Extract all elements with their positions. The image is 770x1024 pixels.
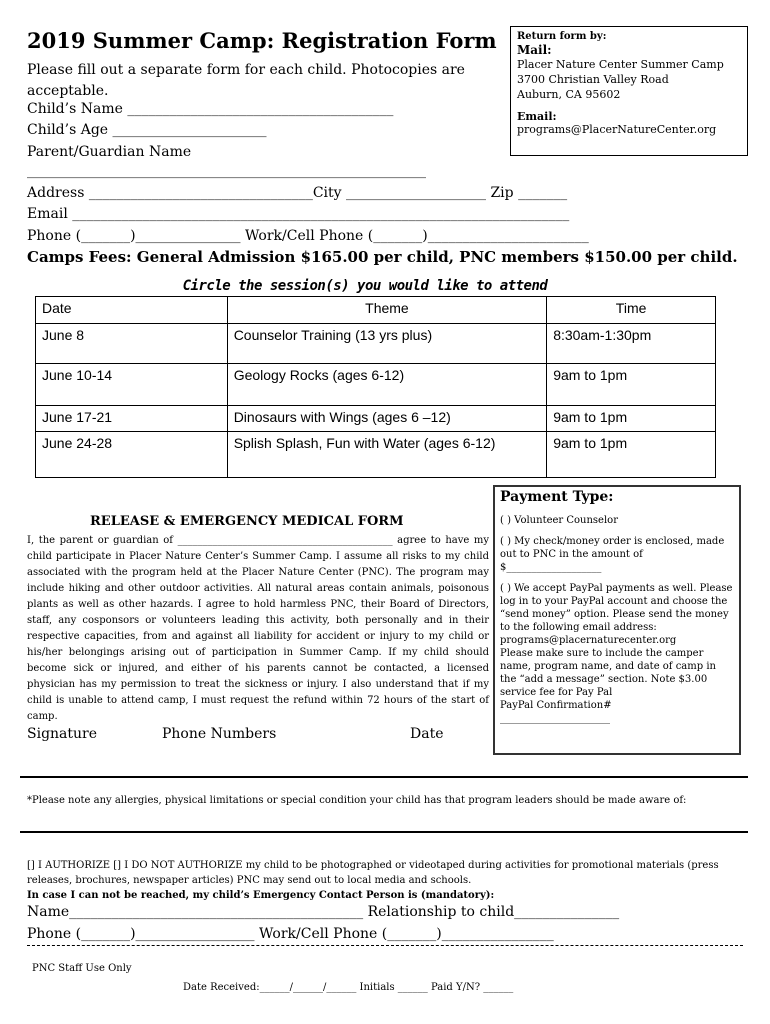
session-date: June 24-28 [36,432,228,478]
return-email-row [517,110,741,136]
session-theme: Counselor Training (13 yrs plus) [227,324,547,364]
table-row[interactable] [36,432,716,478]
paypal-confirmation-field[interactable]: ______________________ [500,713,610,724]
header-theme: Theme [227,297,547,324]
payment-title: Payment Type: [500,489,614,505]
return-form-box [510,26,748,156]
address-line: Placer Nature Center Summer Camp [517,58,724,71]
address-line: 3700 Christian Valley Road [517,73,669,86]
dashed-divider [27,945,743,946]
paypal-note: Please make sure to include the camper name, program name, and date of camp in the “add a message” section. Note $3.00 service fee for Pay Pal [500,648,716,698]
divider [20,776,748,778]
session-time: 8:30am-1:30pm [547,324,716,364]
phone-numbers-label: Phone Numbers [162,726,277,742]
payment-box [493,485,741,755]
parent-label: Parent/Guardian Name [27,144,192,160]
table-row[interactable] [36,364,716,406]
session-theme: Geology Rocks (ages 6-12) [227,364,547,406]
intro-text: Please fill out a separate form for each child. Photocopies are acceptable. [27,62,465,99]
release-body: I, the parent or guardian of ___________________________________________ agree to have my child participate in Placer Nature Center’s Summer Camp. I assume all risks to my child associated with the program held at the Placer Nature Center (PNC). The program may include hiking and other outdoor activities. All natural areas contain animals, poisonous plants as well as other hazards. I agree to hold harmless PNC, their Board of Directors, staff, any cosponsors or volunteers leading this activity, both personally and in their respective capacities, from and against all liability for accident or injury to my child or his/her belongings arising out of participation in Summer Camp. If my child should become sick or injured, and either of his parents cannot be contacted, a licensed physician has my permission to treat the sickness or injury. I also understand that if my child is unable to attend camp, I must request the refund within 72 hours of the start of camp. [27,535,489,722]
staff-use-label: PNC Staff Use Only [32,963,132,974]
session-time: 9am to 1pm [547,364,716,406]
email-field[interactable]: Email _______________________________________________________________________ [27,206,570,222]
address-field[interactable]: Address ________________________________City ____________________ Zip _______ [27,185,568,201]
child-name-field[interactable]: Child’s Name ______________________________________ [27,101,394,117]
session-date: June 8 [36,324,228,364]
payment-option-paypal[interactable]: ( ) We accept PayPal payments as well. Please log in to your PayPal account and choose the “send money” option. Please send the money to the following email address: programs@placernaturecenter.org [500,583,733,646]
allergy-note: *Please note any allergies, physical limitations or special condition your child has that program leaders should be made aware of: [27,795,687,806]
camp-fees: Camps Fees: General Admission $165.00 per child, PNC members $150.00 per child. [27,248,738,266]
email-link[interactable]: programs@PlacerNatureCenter.org [517,123,717,136]
table-row[interactable] [36,324,716,364]
session-date: June 10-14 [36,364,228,406]
amount-field[interactable]: $___________________ [500,562,602,573]
sessions-table [35,296,716,478]
photo-authorization[interactable]: [] I AUTHORIZE [] I DO NOT AUTHORIZE my child to be photographed or videotaped during activities for promotional materials (press releases, brochures, newspaper articles) PNC may send out to local media and schools. [27,860,719,886]
address-line: Auburn, CA 95602 [517,88,621,101]
page-title: 2019 Summer Camp: Registration Form [27,28,497,53]
mail-label: Mail: [517,43,552,57]
payment-option-volunteer[interactable]: ( ) Volunteer Counselor [500,515,618,526]
return-label: Return form by: [517,31,607,42]
signature-label: Signature [27,726,98,742]
parent-name-field[interactable]: _________________________________________________________ [27,163,426,179]
phone-field[interactable]: Phone (_______)_______________ Work/Cell Phone (_______)_______________________ [27,228,589,244]
email-label: Email: [517,110,557,123]
table-header-row [36,297,716,324]
emergency-name-field[interactable]: Name__________________________________________ Relationship to child_______________ [27,904,620,920]
session-theme: Splish Splash, Fun with Water (ages 6-12) [227,432,547,478]
paypal-confirmation-label: PayPal Confirmation# [500,700,612,711]
emergency-phone-field[interactable]: Phone (_______)_________________ Work/Cell Phone (_______)________________ [27,926,554,942]
emergency-contact-title: In case I can not be reached, my child’s Emergency Contact Person is (mandatory): [27,890,495,901]
authorization-block [27,858,742,903]
session-time: 9am to 1pm [547,406,716,432]
staff-use-fields: Date Received:______/______/______ Initials ______ Paid Y/N? ______ [183,982,514,993]
header-time: Time [547,297,716,324]
payment-option-check[interactable]: ( ) My check/money order is enclosed, made out to PNC in the amount of [500,536,725,560]
session-theme: Dinosaurs with Wings (ages 6 –12) [227,406,547,432]
session-instruction: Circle the session(s) you would like to attend [182,278,548,294]
header-date: Date [36,297,228,324]
child-age-field[interactable]: Child’s Age ______________________ [27,122,267,138]
session-time: 9am to 1pm [547,432,716,478]
divider [20,831,748,833]
release-title: RELEASE & EMERGENCY MEDICAL FORM [90,514,404,529]
session-date: June 17-21 [36,406,228,432]
table-row[interactable] [36,406,716,432]
date-label: Date [410,726,444,742]
